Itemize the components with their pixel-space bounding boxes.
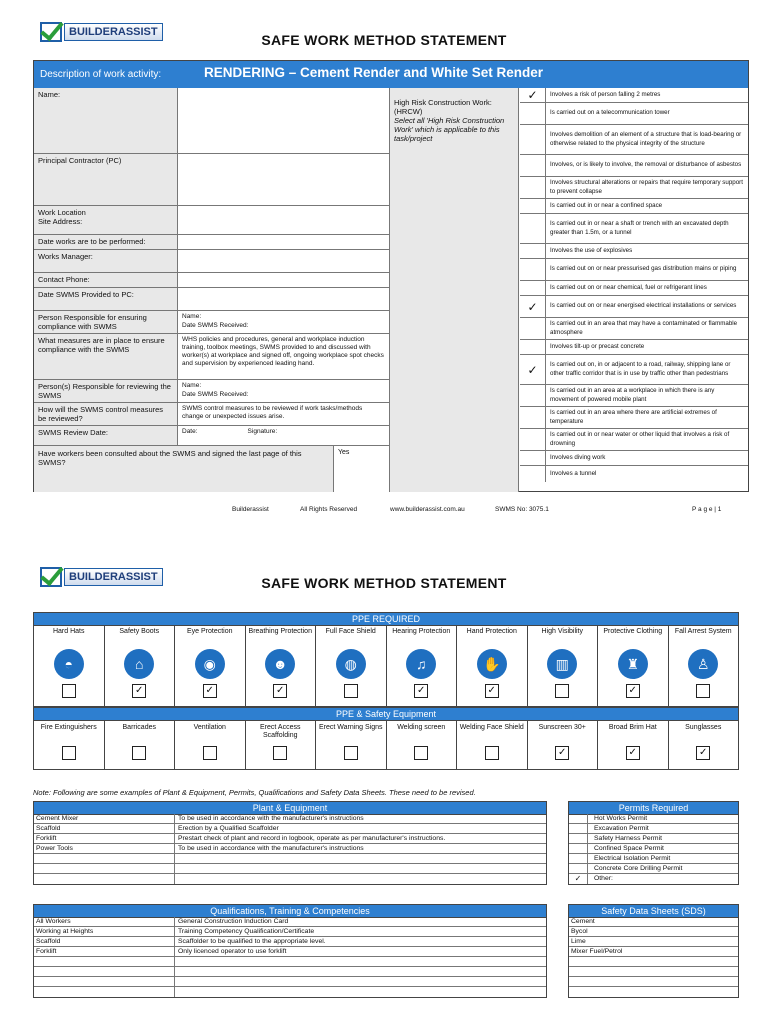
equipment-label: Erect Access Scaffolding bbox=[260, 724, 301, 740]
hrcw-checkbox[interactable] bbox=[520, 177, 546, 198]
consultation-row bbox=[34, 446, 389, 492]
ppe-grid bbox=[33, 625, 739, 707]
footer-rights: All Rights Reserved bbox=[300, 506, 358, 513]
permit-row bbox=[569, 854, 738, 864]
field-label: Date works are to be performed: bbox=[34, 235, 178, 249]
hrcw-risk-list bbox=[520, 88, 748, 492]
face-shield-icon: ◍ bbox=[336, 649, 366, 679]
sds-item[interactable]: Cement bbox=[571, 918, 595, 925]
sds-row bbox=[569, 917, 738, 927]
hrcw-risk-item bbox=[520, 88, 748, 103]
equipment-label: Welding screen bbox=[397, 724, 446, 731]
work-activity-band bbox=[34, 61, 748, 88]
qualification-row-detail[interactable] bbox=[175, 967, 546, 976]
equipment-item bbox=[105, 720, 176, 770]
equipment-item bbox=[387, 720, 458, 770]
equipment-checkbox[interactable] bbox=[485, 746, 499, 760]
sds-band: Safety Data Sheets (SDS) bbox=[568, 904, 739, 918]
ppe-item bbox=[387, 625, 458, 707]
ppe-checkbox[interactable]: ✓ bbox=[485, 684, 499, 698]
ppe-item bbox=[34, 625, 105, 707]
hrcw-risk-text: Involves structural alterations or repairs that require temporary support to prevent collapse bbox=[550, 179, 743, 195]
detail-row bbox=[34, 403, 389, 426]
permit-name: Safety Harness Permit bbox=[594, 835, 662, 842]
hard-hat-icon: ◓ bbox=[54, 649, 84, 679]
qualification-row bbox=[34, 957, 546, 967]
hrcw-risk-text: Is carried out on a telecommunication tower bbox=[550, 109, 670, 117]
detail-row bbox=[34, 311, 389, 334]
detail-row bbox=[34, 154, 389, 206]
work-activity-value: RENDERING – Cement Render and White Set Render bbox=[204, 65, 544, 80]
hrcw-risk-item bbox=[520, 103, 748, 125]
qualification-row bbox=[34, 947, 546, 957]
equipment-checkbox[interactable]: ✓ bbox=[696, 746, 710, 760]
hrcw-risk-item bbox=[520, 177, 748, 199]
field-label: Contact Phone: bbox=[34, 273, 178, 287]
equipment-item bbox=[175, 720, 246, 770]
field-value[interactable] bbox=[178, 311, 389, 333]
hrcw-panel bbox=[389, 88, 519, 492]
detail-row bbox=[34, 380, 389, 403]
plant-equipment-table bbox=[33, 814, 547, 885]
plant-row-detail[interactable]: Prestart check of plant and record in logbook, operate as per manufacturer's instructions. bbox=[178, 835, 446, 842]
hrcw-checkbox[interactable]: ✓ bbox=[520, 355, 546, 384]
footer-swms-number: SWMS No: 3075.1 bbox=[495, 506, 549, 513]
hrcw-risk-text: Involves the use of explosives bbox=[550, 246, 633, 254]
hrcw-risk-text: Involves a risk of person falling 2 metres bbox=[550, 90, 661, 98]
ppe-label: Safety Boots bbox=[119, 628, 160, 635]
qualification-row bbox=[34, 967, 546, 977]
eye-protection-icon: ◉ bbox=[195, 649, 225, 679]
qualification-row bbox=[34, 977, 546, 987]
detail-row bbox=[34, 426, 389, 446]
ppe-item bbox=[175, 625, 246, 707]
detail-row bbox=[34, 235, 389, 250]
plant-row bbox=[34, 864, 546, 874]
permit-row bbox=[569, 844, 738, 854]
qualification-row-name[interactable] bbox=[34, 957, 175, 966]
footer-website[interactable]: www.builderassist.com.au bbox=[390, 506, 465, 513]
field-value[interactable] bbox=[178, 88, 389, 153]
equipment-checkbox[interactable] bbox=[273, 746, 287, 760]
logo-text: BUILDERASSIST bbox=[64, 23, 163, 41]
qualification-row-detail[interactable] bbox=[175, 987, 546, 997]
hrcw-risk-text: Involves demolition of an element of a structure that is load-bearing or otherwise related to the physical integrity of the structure bbox=[550, 131, 742, 147]
ppe-checkbox[interactable] bbox=[62, 684, 76, 698]
plant-row-name[interactable] bbox=[34, 854, 175, 863]
qualification-row-name[interactable] bbox=[34, 967, 175, 976]
hrcw-checkbox[interactable] bbox=[520, 103, 546, 124]
ppe-item bbox=[528, 625, 599, 707]
ppe-required-band: PPE REQUIRED bbox=[33, 612, 739, 626]
permits-band: Permits Required bbox=[568, 801, 739, 815]
equipment-grid bbox=[33, 720, 739, 770]
hrcw-risk-text: Is carried out in an area that may have a contaminated or flammable atmosphere bbox=[550, 320, 738, 336]
equipment-item bbox=[669, 720, 740, 770]
permit-row bbox=[569, 814, 738, 824]
detail-row bbox=[34, 88, 389, 154]
permit-row bbox=[569, 834, 738, 844]
sds-row bbox=[569, 987, 738, 997]
hrcw-risk-text: Involves a tunnel bbox=[550, 469, 597, 477]
hrcw-risk-text: Is carried out on or near chemical, fuel or refrigerant lines bbox=[550, 283, 707, 291]
plant-row bbox=[34, 874, 546, 884]
hrcw-checkbox[interactable] bbox=[520, 199, 546, 213]
qualification-row bbox=[34, 937, 546, 947]
equipment-item bbox=[457, 720, 528, 770]
hrcw-checkbox[interactable] bbox=[520, 244, 546, 258]
equipment-checkbox[interactable] bbox=[414, 746, 428, 760]
plant-row-name[interactable]: Scaffold bbox=[34, 824, 175, 833]
field-label: How will the SWMS control measures be reviewed? bbox=[34, 403, 178, 425]
hrcw-checkbox[interactable] bbox=[520, 155, 546, 176]
ppe-label: Hard Hats bbox=[52, 628, 85, 635]
hrcw-risk-text: Is carried out in an area at a workplace in which there is any movement of powered mobile plant bbox=[550, 387, 715, 403]
sds-item[interactable] bbox=[569, 957, 738, 966]
detail-row bbox=[34, 273, 389, 288]
plant-row bbox=[34, 834, 546, 844]
plant-row-detail[interactable]: To be used in accordance with the manufacturer's instructions bbox=[178, 845, 364, 852]
hrcw-checkbox[interactable]: ✓ bbox=[520, 296, 546, 317]
plant-row-detail[interactable] bbox=[175, 854, 546, 863]
qualification-row-detail[interactable] bbox=[175, 977, 546, 986]
ppe-label: Full Face Shield bbox=[325, 628, 376, 635]
swms-form bbox=[33, 60, 749, 492]
revision-note: Note: Following are some examples of Plant & Equipment, Permits, Qualifications and Safety Data Sheets. These need to be revised. bbox=[33, 788, 476, 797]
sds-item[interactable]: Mixer Fuel/Petrol bbox=[571, 948, 623, 955]
safety-boots-icon: ⌂ bbox=[124, 649, 154, 679]
ppe-item bbox=[669, 625, 740, 707]
qualification-row-name[interactable] bbox=[34, 977, 175, 986]
equipment-checkbox[interactable] bbox=[203, 746, 217, 760]
field-label: Date SWMS Provided to PC: bbox=[34, 288, 178, 310]
logo-text: BUILDERASSIST bbox=[64, 568, 163, 586]
hrcw-risk-item bbox=[520, 429, 748, 451]
sds-row bbox=[569, 927, 738, 937]
qualification-row-name[interactable]: Working at Heights bbox=[34, 927, 175, 936]
hand-protection-icon: ✋ bbox=[477, 649, 507, 679]
hrcw-risk-item bbox=[520, 281, 748, 296]
hrcw-title: High Risk Construction Work: (HRCW) bbox=[394, 98, 492, 116]
permit-row bbox=[569, 824, 738, 834]
hrcw-risk-text: Is carried out in or near water or other liquid that involves a risk of drowning bbox=[550, 431, 730, 447]
consultation-label: Have workers been consulted about the SWMS and signed the last page of this SWMS? bbox=[34, 446, 334, 492]
permit-checkbox[interactable] bbox=[569, 814, 588, 823]
field-label: Person Responsible for ensuring compliance with SWMS bbox=[34, 311, 178, 333]
field-label: Person(s) Responsible for reviewing the SWMS bbox=[34, 380, 178, 402]
permit-name: Hot Works Permit bbox=[594, 815, 648, 822]
equipment-label: Ventilation bbox=[193, 724, 226, 731]
equipment-label: Barricades bbox=[122, 724, 156, 731]
sds-item[interactable] bbox=[569, 977, 738, 986]
hrcw-risk-item bbox=[520, 199, 748, 214]
permit-name: Concrete Core Drilling Permit bbox=[594, 865, 683, 872]
ppe-checkbox[interactable] bbox=[696, 684, 710, 698]
plant-row-detail[interactable]: Erection by a Qualified Scaffolder bbox=[178, 825, 279, 832]
ppe-label: Protective Clothing bbox=[603, 628, 663, 635]
field-sublabel: Date SWMS Received: bbox=[182, 322, 249, 330]
plant-row-detail[interactable] bbox=[175, 874, 546, 884]
equipment-item bbox=[316, 720, 387, 770]
field-sublabel: Date: bbox=[182, 428, 198, 435]
hrcw-risk-item bbox=[520, 296, 748, 318]
qualification-row-detail[interactable]: Only licenced operator to use forklift bbox=[178, 948, 287, 955]
ppe-checkbox[interactable]: ✓ bbox=[414, 684, 428, 698]
hrcw-checkbox[interactable] bbox=[520, 318, 546, 339]
permit-checkbox[interactable] bbox=[569, 864, 588, 873]
permit-name: Excavation Permit bbox=[594, 825, 649, 832]
equipment-label: Fire Extinguishers bbox=[40, 724, 97, 731]
qualification-row-detail[interactable]: General Construction Induction Card bbox=[178, 918, 289, 925]
fall-arrest-icon: ♙ bbox=[688, 649, 718, 679]
ppe-item bbox=[246, 625, 317, 707]
plant-equipment-band: Plant & Equipment bbox=[33, 801, 547, 815]
hrcw-checkbox[interactable] bbox=[520, 466, 546, 482]
permit-row bbox=[569, 874, 738, 884]
field-value[interactable]: SWMS control measures to be reviewed if work tasks/methods change or unexpected issues arise. bbox=[182, 405, 363, 421]
field-label: Works Manager: bbox=[34, 250, 178, 272]
equipment-label: Welding Face Shield bbox=[459, 724, 524, 731]
hrcw-checkbox[interactable] bbox=[520, 385, 546, 406]
hrcw-risk-item bbox=[520, 244, 748, 259]
plant-row-name[interactable]: Power Tools bbox=[34, 844, 175, 853]
permits-table bbox=[568, 814, 739, 885]
hrcw-risk-text: Is carried out in or near a shaft or trench with an excavated depth greater than 1.5m, or a tunnel bbox=[550, 220, 729, 236]
page-title: SAFE WORK METHOD STATEMENT bbox=[261, 32, 507, 48]
field-value[interactable] bbox=[178, 426, 389, 445]
field-value[interactable] bbox=[178, 250, 389, 272]
ppe-checkbox[interactable] bbox=[344, 684, 358, 698]
ppe-checkbox[interactable]: ✓ bbox=[203, 684, 217, 698]
qualification-row-detail[interactable]: Training Competency Qualification/Certificate bbox=[178, 928, 315, 935]
sds-row bbox=[569, 957, 738, 967]
permit-row bbox=[569, 864, 738, 874]
project-details bbox=[34, 88, 389, 492]
equipment-item bbox=[246, 720, 317, 770]
field-value[interactable] bbox=[178, 380, 389, 402]
permit-name: Electrical Isolation Permit bbox=[594, 855, 671, 862]
ppe-safety-equipment-band: PPE & Safety Equipment bbox=[33, 707, 739, 721]
field-sublabel: Date SWMS Received: bbox=[182, 391, 249, 399]
qualification-row-name[interactable]: Forklift bbox=[34, 947, 175, 956]
hrcw-risk-item bbox=[520, 451, 748, 466]
field-value[interactable] bbox=[178, 206, 389, 234]
field-value[interactable] bbox=[178, 273, 389, 287]
ppe-checkbox[interactable] bbox=[555, 684, 569, 698]
qualification-row-name[interactable] bbox=[34, 987, 175, 997]
hrcw-risk-item bbox=[520, 318, 748, 340]
qualifications-table bbox=[33, 917, 547, 998]
footer-page-number: P a g e | 1 bbox=[692, 506, 722, 513]
protective-clothing-icon: ♜ bbox=[618, 649, 648, 679]
plant-row-detail[interactable] bbox=[175, 864, 546, 873]
qualifications-band: Qualifications, Training & Competencies bbox=[33, 904, 547, 918]
hrcw-instructions: Select all 'High Risk Construction Work' which is applicable to this task/project bbox=[394, 116, 505, 143]
ppe-checkbox[interactable]: ✓ bbox=[132, 684, 146, 698]
field-value[interactable] bbox=[178, 288, 389, 310]
qualification-row-name[interactable]: All Workers bbox=[34, 917, 175, 926]
field-value[interactable] bbox=[178, 235, 389, 249]
hrcw-risk-text: Is carried out in or near a confined space bbox=[550, 201, 663, 209]
ppe-label: Eye Protection bbox=[186, 628, 233, 635]
hrcw-checkbox[interactable] bbox=[520, 407, 546, 428]
hrcw-risk-item bbox=[520, 385, 748, 407]
field-sublabel: Name: bbox=[182, 382, 202, 390]
field-sublabel: Signature: bbox=[247, 428, 278, 435]
plant-row bbox=[34, 854, 546, 864]
sds-item[interactable] bbox=[569, 967, 738, 976]
plant-row bbox=[34, 814, 546, 824]
equipment-item bbox=[34, 720, 105, 770]
equipment-label: Sunglasses bbox=[685, 724, 722, 731]
plant-row-name[interactable] bbox=[34, 874, 175, 884]
permit-name: Other: bbox=[594, 875, 613, 882]
sds-row bbox=[569, 947, 738, 957]
equipment-label: Broad Brim Hat bbox=[608, 724, 657, 731]
footer-company: Builderassist bbox=[232, 506, 269, 513]
ppe-item bbox=[457, 625, 528, 707]
hrcw-risk-text: Is carried out in an area where there are artificial extremes of temperature bbox=[550, 409, 717, 425]
sds-table bbox=[568, 917, 739, 998]
equipment-checkbox[interactable] bbox=[62, 746, 76, 760]
detail-row bbox=[34, 206, 389, 235]
field-value[interactable] bbox=[178, 154, 389, 205]
permit-checkbox[interactable] bbox=[569, 834, 588, 843]
equipment-label: Erect Warning Signs bbox=[318, 724, 383, 731]
plant-row-detail[interactable]: To be used in accordance with the manufacturer's instructions bbox=[178, 815, 364, 822]
field-label: Name: bbox=[34, 88, 178, 153]
field-label: SWMS Review Date: bbox=[34, 426, 178, 445]
equipment-checkbox[interactable]: ✓ bbox=[555, 746, 569, 760]
high-visibility-icon: ▥ bbox=[547, 649, 577, 679]
equipment-checkbox[interactable]: ✓ bbox=[626, 746, 640, 760]
sds-item[interactable]: Bycol bbox=[571, 928, 588, 935]
hrcw-checkbox[interactable] bbox=[520, 451, 546, 465]
plant-row-name[interactable] bbox=[34, 864, 175, 873]
breathing-protection-icon: ☻ bbox=[265, 649, 295, 679]
equipment-checkbox[interactable] bbox=[344, 746, 358, 760]
ppe-checkbox[interactable]: ✓ bbox=[626, 684, 640, 698]
hrcw-risk-text: Is carried out on or near pressurised gas distribution mains or piping bbox=[550, 265, 737, 273]
qualification-row-detail[interactable] bbox=[175, 957, 546, 966]
hrcw-risk-text: Involves tilt-up or precast concrete bbox=[550, 342, 645, 350]
detail-row bbox=[34, 288, 389, 311]
hrcw-risk-item bbox=[520, 355, 748, 385]
qualification-row-name[interactable]: Scaffold bbox=[34, 937, 175, 946]
qualification-row bbox=[34, 987, 546, 997]
ppe-label: Hand Protection bbox=[466, 628, 517, 635]
field-value[interactable]: WHS policies and procedures, general and workplace induction training, toolbox meetings, SWMS provided to and discussed with worker(s) at workplace and signed off, ongoing workplace spot checks and supervision by experienced leading hand. bbox=[182, 336, 384, 368]
ppe-item bbox=[316, 625, 387, 707]
field-label: Principal Contractor (PC) bbox=[34, 154, 178, 205]
swms-page-2 bbox=[0, 545, 768, 1024]
hrcw-risk-text: Involves diving work bbox=[550, 453, 606, 461]
hrcw-checkbox[interactable] bbox=[520, 429, 546, 450]
sds-item[interactable] bbox=[569, 987, 738, 997]
permit-checkbox[interactable] bbox=[569, 824, 588, 833]
detail-row bbox=[34, 334, 389, 380]
hrcw-risk-item bbox=[520, 407, 748, 429]
hrcw-checkbox[interactable] bbox=[520, 125, 546, 154]
ppe-label: Breathing Protection bbox=[248, 628, 312, 635]
ppe-checkbox[interactable]: ✓ bbox=[273, 684, 287, 698]
hrcw-risk-item bbox=[520, 466, 748, 482]
hrcw-risk-item bbox=[520, 259, 748, 281]
ppe-label: Hearing Protection bbox=[392, 628, 451, 635]
hrcw-risk-text: Is carried out on or near energised electrical installations or services bbox=[550, 302, 737, 310]
ppe-item bbox=[598, 625, 669, 707]
plant-row-name[interactable]: Cement Mixer bbox=[34, 814, 175, 823]
consultation-value[interactable]: Yes bbox=[334, 446, 389, 492]
permit-checkbox[interactable] bbox=[569, 854, 588, 863]
hrcw-checkbox[interactable] bbox=[520, 281, 546, 295]
hrcw-risk-item bbox=[520, 340, 748, 355]
qualification-row bbox=[34, 917, 546, 927]
plant-row bbox=[34, 824, 546, 834]
hrcw-risk-item bbox=[520, 155, 748, 177]
permit-checkbox[interactable]: ✓ bbox=[569, 874, 588, 884]
hrcw-checkbox[interactable] bbox=[520, 214, 546, 243]
plant-row bbox=[34, 844, 546, 854]
permit-checkbox[interactable] bbox=[569, 844, 588, 853]
ppe-label: High Visibility bbox=[541, 628, 583, 635]
sds-row bbox=[569, 937, 738, 947]
equipment-checkbox[interactable] bbox=[132, 746, 146, 760]
hrcw-risk-text: Is carried out on, in or adjacent to a road, railway, shipping lane or other traffic corridor that is in use by traffic other than pedestrians bbox=[550, 361, 731, 377]
equipment-item bbox=[528, 720, 599, 770]
field-sublabel: Name: bbox=[182, 313, 202, 321]
hearing-protection-icon: ♫ bbox=[406, 649, 436, 679]
sds-row bbox=[569, 967, 738, 977]
work-activity-label: Description of work activity: bbox=[40, 69, 162, 80]
field-label: What measures are in place to ensure compliance with the SWMS bbox=[34, 334, 178, 379]
hrcw-checkbox[interactable] bbox=[520, 340, 546, 354]
hrcw-risk-item bbox=[520, 214, 748, 244]
hrcw-checkbox[interactable]: ✓ bbox=[520, 88, 546, 102]
plant-row-name[interactable]: Forklift bbox=[34, 834, 175, 843]
ppe-label: Fall Arrest System bbox=[674, 628, 732, 635]
sds-row bbox=[569, 977, 738, 987]
qualification-row bbox=[34, 927, 546, 937]
hrcw-risk-text: Involves, or is likely to involve, the removal or disturbance of asbestos bbox=[550, 161, 742, 169]
hrcw-checkbox[interactable] bbox=[520, 259, 546, 280]
ppe-item bbox=[105, 625, 176, 707]
equipment-item bbox=[598, 720, 669, 770]
qualification-row-detail[interactable]: Scaffolder to be qualified to the appropriate level. bbox=[178, 938, 326, 945]
permit-name: Confined Space Permit bbox=[594, 845, 664, 852]
page-title: SAFE WORK METHOD STATEMENT bbox=[261, 575, 507, 591]
hrcw-risk-item bbox=[520, 125, 748, 155]
field-label: Work Location Site Address: bbox=[34, 206, 178, 234]
detail-row bbox=[34, 250, 389, 273]
sds-item[interactable]: Lime bbox=[571, 938, 586, 945]
equipment-label: Sunscreen 30+ bbox=[538, 724, 586, 731]
